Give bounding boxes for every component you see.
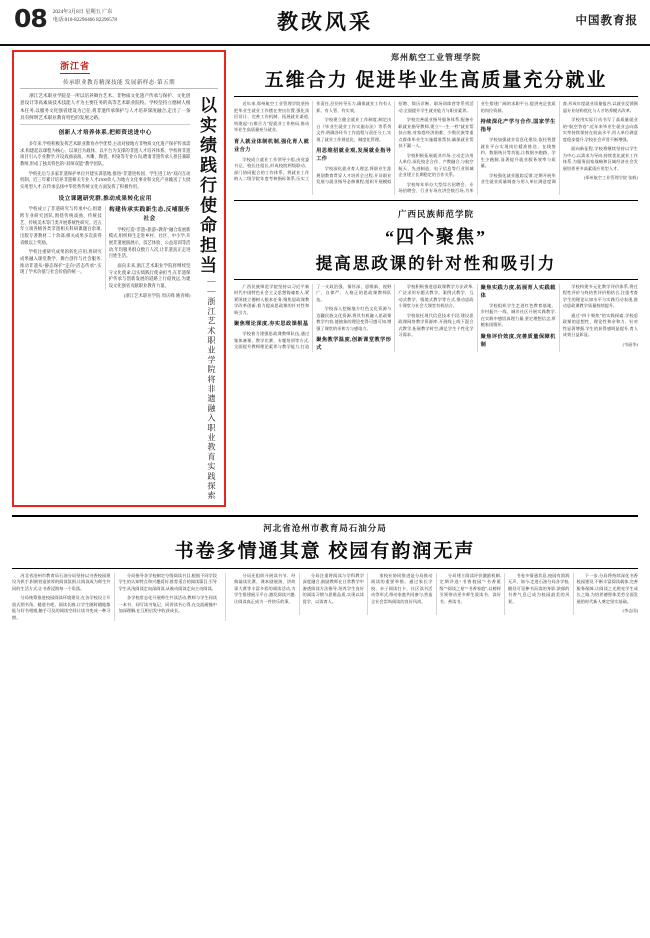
feature-subhead-3: 构建传承实践新生态,反哺服务社会 [109, 207, 191, 222]
article-bottom [0, 507, 650, 630]
divider [12, 568, 638, 569]
feature-intro: 浙江艺术职业学院是一所以培养舞台艺术、非物质文化遗产传承与保护、文化创意设计等高素质技术技能人才为主要任务的高等艺术职业院校。学校坚持立德树人根本任务,以服务文化强省建设为己任,将非遗传承保护与人才培养深度融合,走出了一条具有鲜明艺术职业教育特色的发展之路。 [20, 92, 190, 125]
divider [234, 96, 638, 97]
article-mid-subhead: 聚焦实践力度,拓展育人实践载体 [480, 284, 556, 299]
divider [12, 515, 638, 517]
article-mid [234, 205, 638, 353]
article-mid-title-line2: 提高思政课的针对性和吸引力 [315, 253, 557, 273]
article-mid-subhead: 聚焦教学温度,创新课堂教学形式 [316, 337, 392, 352]
article-bottom-right-body [234, 573, 638, 615]
feature-subhead-2: 设立课题研究群,推动成果转化应用 [58, 195, 152, 202]
masthead-meta-date: 2024年3月8日 星期五 广东 [52, 9, 113, 15]
feature-article-highlight [12, 50, 226, 507]
article-top-title: 五维合力 促进毕业生高质量充分就业 [264, 70, 608, 91]
article-mid-kicker: 广西民族师范学院 [397, 208, 474, 219]
feature-paragraph: 学校打造“非遗+旅游+教育”融合发展新模式,组织师生走进乡村、社区、中小学,开展非遗展演展示、技艺体验、公益培训等活动,年均服务群众数万人次,让非遗真正走进百姓生活。 [108, 226, 191, 259]
article-mid-subhead: 聚焦评价效度,完善质量保障机制 [480, 333, 556, 348]
article-bottom-title: 书卷多情通其意 校园有韵润无声 [174, 540, 476, 562]
article-paragraph: 学校组织学生走进红色教育基地、乡村振兴一线、城乡社区开展实践教学,在实践中感悟真理力量,坚定理想信念,厚植家国情怀。 [480, 302, 556, 328]
article-bottom-split [12, 573, 638, 622]
divider [234, 279, 638, 280]
article-paragraph: 学校积极推进思政课教学方法改革,广泛采用专题式教学、案例式教学、互动式教学、情境式教学等方式,推动思政小课堂与社会大课堂有机结合。 [398, 283, 474, 308]
article-paragraph: 学校建立健全就业工作制度,制定出台《毕业生就业工作实施办法》等系列文件,明确各环节工作流程与责任分工,实现了就业工作规范化、制度化管理。 [316, 117, 392, 142]
feature-paragraph: 学校先后与多家非遗保护单位共建实训基地,推进“非遗进校园、学生进工坊”双向互动机制。近三年累计培养非遗相关专业人才2300余人,为地方文化事业和文化产业输送了大批实用型人才,在传承弘扬中华优秀传统文化方面发挥了积极作用。 [20, 170, 191, 189]
article-bottom-right [226, 573, 638, 622]
article-paragraph: 家校社协同推进是分局推动阅读的重要举措。通过家长学校、亲子阅读打卡、社区读书活动等形式,带动家庭共同参与,营造全社会崇尚阅读的良好风尚。 [371, 572, 433, 604]
article-paragraph: 河北省沧州市教育局石油分局坚持以书香校园建设为抓手,积极营造浓厚的阅读氛围,让阅读成为师生共同的生活方式,让书香浸润每一个角落。 [12, 572, 111, 591]
feature-logo-row [20, 57, 218, 77]
article-paragraph: 面向新征程,学校将继续坚持以学生为中心,以需求为导向,持续优化就业工作体系,为服务国家战略和区域经济社会发展培养更多高素质应用型人才。 [562, 146, 638, 171]
article-paragraph: 学校完善就业指导服务体系,配备专职就业指导教师,建立“一生一档”就业帮扶台账,对家庭经济困难、少数民族等重点群体毕业生实施精准帮扶,确保就业帮扶不漏一人。 [398, 117, 474, 148]
article-top-subhead: 育人就业体制机制,强化育人就业合力 [234, 138, 310, 153]
feature-paragraph: 学校成立了非遗研究与传承中心,组建跨专业研究团队,围绕传统戏曲、传统技艺、传统美术等门类开展系统性研究。近五年立项各级各类非遗相关科研课题百余项,出版专著教材二十余部,相关成果多次获得省级以上奖励。 [20, 206, 102, 245]
article-paragraph: 学校用实际行动书写了高质量就业的“航空答卷”,近年来毕业生就业去向落实率持续保持在较高水平,用人单位满意度稳步提升,学校社会声誉不断增强。 [562, 117, 638, 142]
article-top-subhead: 持续深化产学与合作,国家学生指导 [480, 119, 556, 134]
article-paragraph: 下一步,分局将持续深化书香校园建设,不断丰富阅读载体,完善服务保障,让阅读之光照亮学生成长之路,为培养德智体美劳全面发展的时代新人奠定坚实基础。 [576, 572, 638, 604]
article-paragraph: 学校依托现代信息技术手段,建设思政课网络教学资源库,开展线上线下混合式教学,拓展教学时空,满足学生个性化学习需求。 [398, 312, 474, 337]
article-paragraph: 广西民族师范学院坚持以习近平新时代中国特色社会主义思想铸魂育人,紧紧围绕立德树人根本任务,聚焦思政课教学改革创新,着力提高思政课的针对性和吸引力。 [234, 283, 310, 315]
article-paragraph: 学校积极拓展就业市场,主动走访用人单位,深化校企合作、产教融合,与航空航天、先进制造、电子信息等行业领域企业建立长期稳定的合作关系。 [398, 152, 474, 177]
article-paragraph: 通过“四个聚焦”的实践探索,学校思政课的思想性、理论性和亲和力、针对性显著增强,学生的获得感明显提升,育人成效日益彰显。 [562, 312, 638, 337]
page-content [0, 46, 650, 507]
feature-title: 以实绩践行使命担当 [197, 96, 216, 276]
province-logo: 浙江省 [60, 59, 90, 74]
page-number: 08 [14, 4, 47, 33]
feature-series-label: 传承职业教育精深技能 发展新样态·第五期 [20, 78, 218, 89]
masthead [0, 0, 650, 46]
right-zone [226, 50, 638, 507]
article-bottom-signature: (李志国) [622, 608, 638, 614]
article-mid-body [234, 284, 638, 353]
article-paragraph: 书卷多情通其意,校园有韵润无声。如今,走进石油分局各学校,随处可见捧书而读的身影,浓郁的书香气息已成为校园最美的风景。 [508, 572, 570, 604]
article-paragraph: 学校深化就业育人理念,将职业生涯规划教育贯穿人才培养全过程,开设职业发展与就业指导必修课程,组织开展模拟招聘、简历诊断、职场训练营等系列活动,全面提升学生就业能力与职业素养。 [316, 101, 474, 185]
article-paragraph: 学校每年举办大型综合招聘会、专场招聘会、行业专场宣讲会数百场,为毕业生搭建广阔的求职平台,提供充足优质的岗位资源。 [398, 101, 556, 193]
article-paragraph: 学校深入挖掘地方红色文化资源与边疆民族文化资源,将其有机融入思政课教学内容,使抽象的理论变得可感可知,增强了课堂的亲和力与感染力。 [316, 306, 392, 331]
feature-paragraph: 多年来,学校积极发挥艺术职业教育办学优势,主动对接地方非物质文化遗产保护传承需求,构建起以课程为核心、以项目为载体、以平台为支撑的非遗人才培养体系。学校将非遗项目引入专业教学,开设戏曲表演、木雕、陶瓷、织染等专业方向,聘请非遗传承人担任兼职教师,形成了独具特色的“双师双能”教学团队。 [20, 141, 191, 166]
article-top-kicker: 郑州航空工业管理学院 [391, 53, 481, 62]
masthead-meta-phone: 电话:010-82296466 82296578 [52, 16, 117, 23]
divider [234, 200, 638, 201]
article-paragraph: 学校构建多元化教学评价体系,将过程性评价与终结性评价相结合,注重考查学生的理论认知水平与实践行动表现,推动思政课教学质量持续提升。 [562, 283, 638, 308]
top-zone [12, 50, 638, 507]
feature-paragraph: 面向未来,浙江艺术职业学院将继续坚守文化使命,以实绩践行使命担当,在非遗保护传承与创新发展的道路上行稳致远,为建设文化强省贡献职业教育力量。 [108, 262, 191, 288]
feature-main [20, 92, 218, 501]
feature-subhead-1: 创新人才培养体系,把师资送进中心 [58, 130, 152, 137]
article-paragraph: 分局注重将阅读与学科教学深度融合,鼓励教师在日常教学中渗透阅读方法指导,培养学生良好的阅读习惯与思维品质,实现以读促学、以读育人。 [302, 572, 364, 604]
feature-paragraph: 学校注重研究成果的转化应用,将研究成果融入课堂教学、舞台创作与社会服务,推动非遗从“静态保护”走向“活态传承”,实现了学术价值与社会价值的统一。 [20, 249, 102, 275]
article-top-subhead: 用思维招就业观,发展就业指导工作 [316, 148, 392, 163]
feature-columns [20, 206, 190, 289]
article-paragraph: 近年来,郑州航空工业管理学院坚持把毕业生就业工作摆在突出位置,强化顶层设计、完善工作机制、拓展就业渠道,构建起“五维合力”促就业工作格局,推动毕业生高质量充分就业。 [234, 101, 310, 132]
article-paragraph: 分局建立阅读评价激励机制,定期评选“书香校园”“书香班级”“阅读之星”“书香家庭”,以榜样引领带动更多师生爱读书、读好书、善读书。 [439, 572, 501, 604]
article-paragraph: 分局统筹推进校园阅读环境建设,在各学校设立开放式图书角、楼道书吧、阅读长廊,让学生随时随地都能与好书相遇,触手可及的阅读空间让读书变成一种习惯。 [12, 595, 111, 620]
article-bottom-left [12, 573, 226, 622]
article-mid-signature: (韦丽华) [622, 341, 638, 347]
section-title: 教改风采 [277, 10, 373, 34]
article-paragraph: 学校成立就业工作领导小组,由党委书记、校长任组长,形成校院两级联动、部门协同配合的工作体系。将就业工作纳入二级学院年度考核指标体系,压实工作责任,层层传导压力,确保就业工作有人抓、有人管、有实效。 [234, 101, 392, 182]
article-paragraph: 学校加强就业信息化建设,依托智慧就业平台实现岗位精准推送、在线签约、数据统计等功能,让数据多跑路、学生少跑腿,显著提升就业服务效率与质量。 [480, 137, 556, 169]
feature-signature: (浙江艺术职业学院 周庆峰 姚青峰) [123, 292, 191, 298]
article-paragraph: 分局指导各学校制定分级阅读书目,根据不同学段学生的认知特点和兴趣爱好,推荐适合的阅读篇目,引导学生从浅阅读走向深阅读,从被动阅读走向主动阅读。 [118, 572, 217, 591]
article-top [234, 50, 638, 195]
article-bottom-kicker: 河北省沧州市教育局石油分局 [263, 522, 387, 533]
article-mid-title-line1: “四个聚焦” [385, 226, 487, 247]
article-bottom-left-body [12, 573, 217, 622]
article-paragraph: 分局还组织开展读书节、经典诵读比赛、课本剧展演、讲故事大赛等丰富多彩的阅读活动,为学生搭建展示平台,激发阅读兴趣,让阅读真正成为一件快乐的事。 [234, 572, 296, 604]
article-top-body [234, 101, 638, 195]
article-mid-subhead: 聚焦理论深度,夯实思政课根基 [234, 321, 309, 327]
article-paragraph: 学校着力建强思政课教师队伍,通过集体备课、教学比赛、专题培训等方式,全面提升教师理论素养与教学能力,打造了一支政治强、情怀深、思维新、视野广、自律严、人格正的思政课教师队伍。 [234, 283, 392, 350]
article-top-signature: (郑州航空工业管理学院 张帆) [583, 175, 638, 180]
feature-vertical-title-wrap [194, 92, 218, 501]
newspaper-brand: 中国教育报 [575, 15, 638, 27]
feature-subtitle: ——浙江艺术职业学院将非遗融入职业教育实践探索 [207, 276, 216, 501]
article-paragraph: 各学校常态化开展师生共读活动,教师与学生同读一本书、同写读书笔记、同讲读书心得,在交流碰撞中加深理解,在互相启发中收获成长。 [118, 595, 217, 614]
feature-body [20, 92, 190, 501]
article-paragraph: 学校强化就业跟踪反馈,定期开展毕业生就业质量调查与用人单位满意度调查,形成年度就业质量报告,以就业反馈倒逼专业结构优化与人才培养模式改革。 [480, 101, 638, 185]
